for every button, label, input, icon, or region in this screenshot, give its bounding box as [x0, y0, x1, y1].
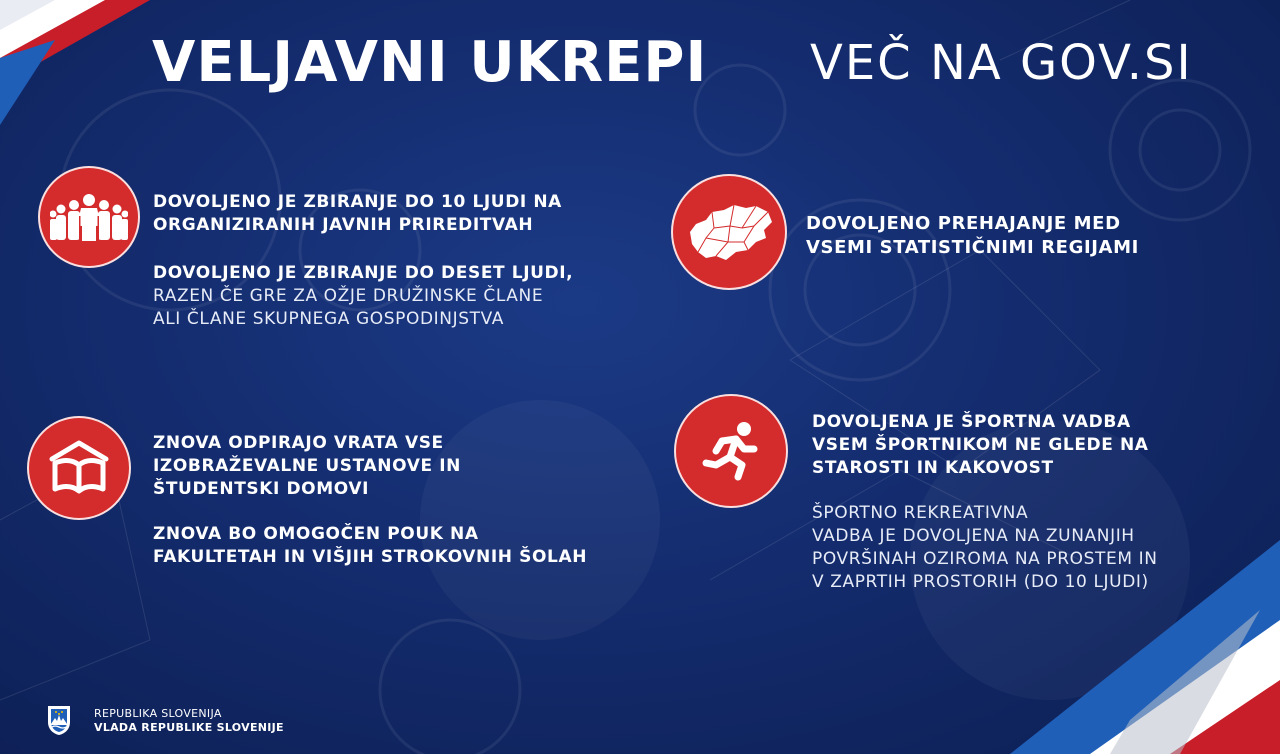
slovenia-coat-of-arms-icon — [46, 704, 72, 740]
gatherings-detail-line: RAZEN ČE GRE ZA OŽJE DRUŽINSKE ČLANE — [153, 286, 544, 306]
sport-detail-line: ŠPORTNO REKREATIVNA — [812, 503, 1029, 523]
gatherings-text — [153, 191, 573, 331]
regions-text — [806, 212, 1139, 260]
sport-detail-line: POVRŠINAH OZIROMA NA PROSTEM IN — [812, 549, 1158, 569]
sport-detail-line: VADBA JE DOVOLJENA NA ZUNANJIH — [812, 526, 1135, 546]
school-book-icon — [27, 416, 131, 520]
sport-heading-line: DOVOLJENA JE ŠPORTNA VADBA — [812, 412, 1131, 432]
gatherings-detail-bold: DOVOLJENO JE ZBIRANJE DO DESET LJUDI, — [153, 263, 574, 283]
gatherings-detail-line: ALI ČLANE SKUPNEGA GOSPODINJSTVA — [153, 309, 504, 329]
sport-heading-line: VSEM ŠPORTNIKOM NE GLEDE NA — [812, 435, 1149, 455]
gatherings-heading-line: DOVOLJENO JE ZBIRANJE DO 10 LJUDI NA — [153, 192, 562, 212]
education-detail-line: FAKULTETAH IN VIŠJIH STROKOVNIH ŠOLAH — [153, 547, 588, 567]
page-title: VELJAVNI UKREPI — [152, 30, 708, 95]
education-heading-line: ŠTUDENTSKI DOMOVI — [153, 479, 370, 499]
education-heading-line: ZNOVA ODPIRAJO VRATA VSE — [153, 433, 444, 453]
education-text — [153, 432, 587, 569]
runner-icon — [674, 394, 788, 508]
regions-heading-line: VSEMI STATISTIČNIMI REGIJAMI — [806, 237, 1139, 258]
slovenia-map-icon — [671, 174, 787, 290]
more-info-link[interactable]: VEČ NA GOV.SI — [810, 35, 1193, 91]
sport-detail-line: V ZAPRTIH PROSTORIH (DO 10 LJUDI) — [812, 572, 1149, 592]
regions-heading-line: DOVOLJENO PREHAJANJE MED — [806, 213, 1121, 234]
footer-republic: REPUBLIKA SLOVENIJA — [94, 707, 222, 720]
people-group-icon — [38, 166, 140, 268]
gatherings-heading-line: ORGANIZIRANIH JAVNIH PRIREDITVAH — [153, 215, 534, 235]
education-heading-line: IZOBRAŽEVALNE USTANOVE IN — [153, 456, 461, 476]
footer-government: VLADA REPUBLIKE SLOVENIJE — [94, 721, 284, 734]
education-detail-line: ZNOVA BO OMOGOČEN POUK NA — [153, 524, 479, 544]
sport-text — [812, 411, 1158, 594]
sport-heading-line: STAROSTI IN KAKOVOST — [812, 458, 1054, 478]
